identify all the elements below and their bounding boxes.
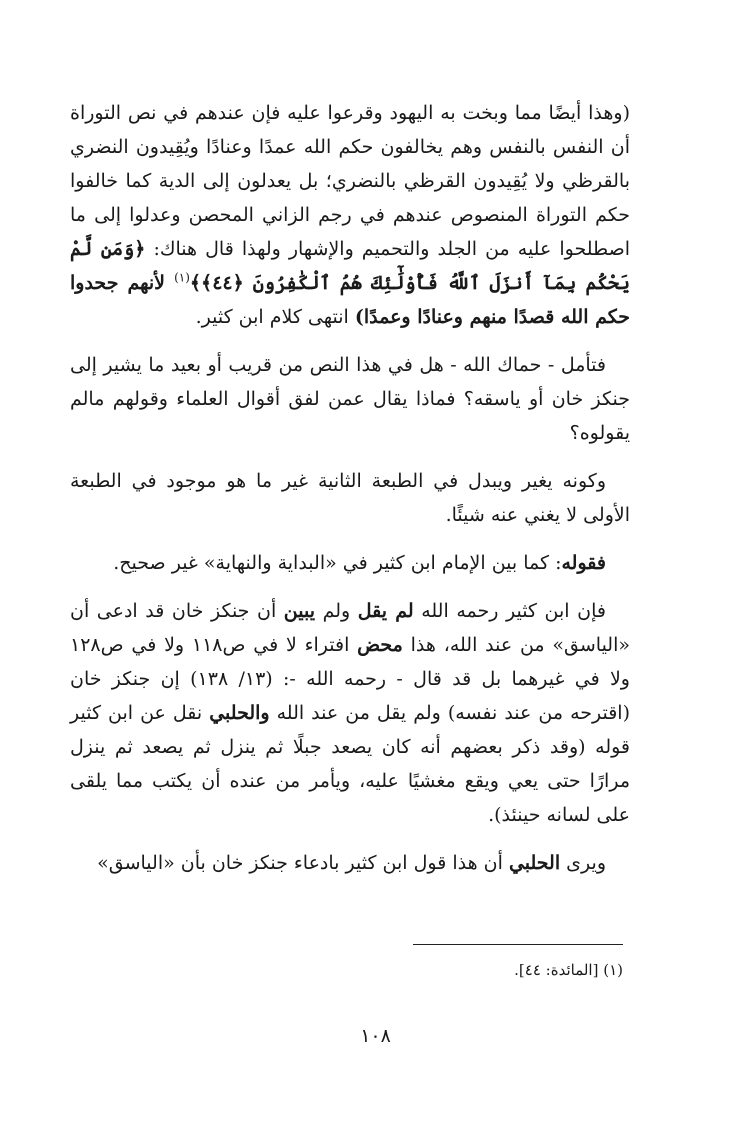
page-number: ١٠٨ [360, 1025, 391, 1047]
text-segment: : كما بين الإمام ابن كثير في «البداية والنهاية» غير صحيح. [113, 552, 562, 574]
text-segment: انتهى كلام ابن كثير. [195, 306, 355, 328]
paragraph-quote [70, 96, 630, 334]
text-segment: ولم [315, 600, 358, 622]
text-segment-bold: لأنهم جحدوا حكم الله قصدًا منهم وعنادًا وعمدًا) [70, 272, 630, 328]
text-segment-bold: محض [357, 634, 403, 656]
text-segment: نقل عن ابن كثير قوله (وقد ذكر بعضهم أنه كان يصعد جبلًا ثم ينزل ثم يصعد ثم ينزل مرارًا حتى يعي ويقع مغشيًا عليه، ويأمر من عنده أن يكتب مما يلقى على لسانه حينئذ). [70, 702, 630, 826]
footnote-divider [413, 944, 623, 945]
text-segment: فتأمل - حماك الله - هل في هذا النص من قريب أو بعيد ما يشير إلى جنكز خان أو ياسقه؟ فماذا يقال عمن لفق أقوال العلماء وقولهم مالم يقولوه؟ [70, 354, 630, 444]
footnote-reference: (١) [174, 270, 190, 285]
text-segment-bold: لم يقل [357, 600, 414, 622]
text-segment-bold: فقوله [561, 552, 606, 574]
text-segment-bold: الحلبي [508, 852, 561, 874]
text-segment-bold: يبين [283, 600, 316, 622]
quran-verse: ﴿وَمَن لَّمْ يَحْكُم بِمَآ أَنزَلَ ٱللَّهُ فَأُوْلَٰٓئِكَ هُمُ ٱلْكَٰفِرُونَ ﴿٤٤﴾﴾ [70, 238, 630, 294]
text-segment: أن جنكز خان قد ادعى أن «الياسق» من عند الله، هذا [70, 600, 630, 656]
paragraph-edition-note [70, 464, 630, 532]
main-text-block [70, 96, 630, 880]
text-segment: فإن ابن كثير رحمه الله [413, 600, 606, 622]
paragraph-refutation [70, 594, 630, 832]
text-segment: أن هذا قول ابن كثير بادعاء جنكز خان بأن «الياسق» [97, 852, 509, 874]
paragraph-closing [70, 846, 630, 880]
paragraph-his-saying [70, 546, 630, 580]
paragraph-reflection [70, 348, 630, 450]
text-segment: افتراء لا في ص١١٨ ولا في ص١٢٨ ولا في غيرهما بل قد قال - رحمه الله -: (١٣/ ١٣٨) إن جنكز خان (اقترحه من عند نفسه) ولم يقل من عند الله [70, 634, 630, 724]
footnote: (١) [المائدة: ٤٤]. [514, 961, 623, 979]
text-segment-bold: والحلبي [209, 702, 270, 724]
text-segment: ويرى [560, 852, 606, 874]
text-segment: (وهذا أيضًا مما وبخت به اليهود وقرعوا عليه فإن عندهم في نص التوراة أن النفس بالنفس وهم يخالفون حكم الله عمدًا وعنادًا ويُقِيدون النضري بالقرظي ولا يُقِيدون القرظي بالنضري؛ بل يعدلون إلى الدية كما خالفوا حكم التوراة المنصوص عندهم في رجم الزاني المحصن وعدلوا إلى ما اصطلحوا عليه من الجلد والتحميم والإشهار ولهذا قال هناك: [70, 102, 630, 260]
text-segment: وكونه يغير ويبدل في الطبعة الثانية غير ما هو موجود في الطبعة الأولى لا يغني عنه شيئًا. [70, 470, 630, 526]
